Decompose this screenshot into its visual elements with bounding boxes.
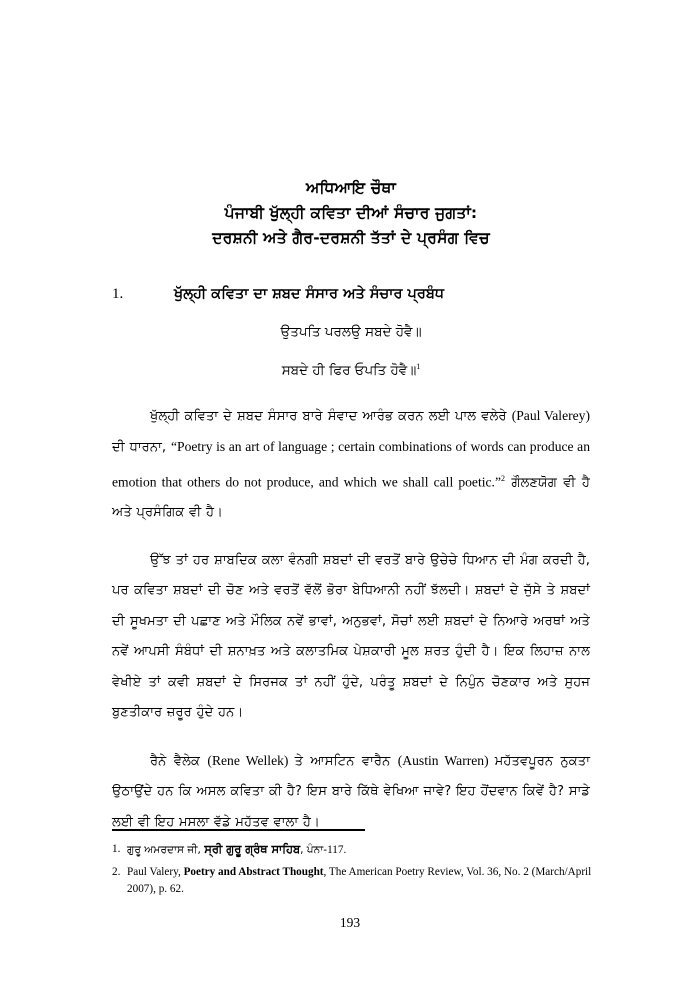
footnotes-block xyxy=(112,841,594,903)
page-number: 193 xyxy=(339,915,361,930)
section-heading-text: ਖੁੱਲ੍ਹੀ ਕਵਿਤਾ ਦਾ ਸ਼ਬਦ ਸੰਸਾਰ ਅਤੇ ਸੰਚਾਰ ਪ੍ਰਬੰਧ xyxy=(174,286,445,302)
footnote-item xyxy=(112,864,594,899)
footnote-marker: 2 xyxy=(500,473,505,483)
latin-text-run: (Austin Warren) xyxy=(397,752,495,768)
gurmukhi-text-run: ਰੈਨੇ ਵੈਲੇਕ xyxy=(150,753,208,769)
gurmukhi-text-run: ਗੌਲਣਯੋਗ ਵੀ ਹੈ ਅਤੇ ਪ੍ਰਸੰਗਿਕ ਵੀ ਹੈ। xyxy=(112,474,591,521)
gurmukhi-text-run: ਖੁੱਲ੍ਹੀ ਕਵਿਤਾ ਦੇ ਸ਼ਬਦ ਸੰਸਾਰ ਬਾਰੇ ਸੰਵਾਦ ਆਰੰਭ ਕਰਨ ਲਈ ਪਾਲ ਵਲੇਰੇ xyxy=(150,408,512,424)
chapter-title-line-2: ਪੰਜਾਬੀ ਖੁੱਲ੍ਹੀ ਕਵਿਤਾ ਦੀਆਂ ਸੰਚਾਰ ਜੁਗਤਾਂ: xyxy=(224,204,478,222)
footnote-number: 2. xyxy=(112,865,121,878)
verse-line-2 xyxy=(112,358,590,380)
latin-text-run: “Poetry is an art of language ; certain combinations of words can produce an emotion that others do not produce, and which we shall call poetic.” xyxy=(112,439,591,489)
chapter-title-line-3: ਦਰਸ਼ਨੀ ਅਤੇ ਗੈਰ-ਦਰਸ਼ਨੀ ਤੱਤਾਂ ਦੇ ਪ੍ਰਸੰਗ ਵਿਚ xyxy=(212,229,490,247)
gurmukhi-text-run: ਉੱਝ ਤਾਂ ਹਰ ਸ਼ਾਬਦਿਕ ਕਲਾ ਵੰਨਗੀ ਸ਼ਬਦਾਂ ਦੀ ਵਰਤੋਂ ਬਾਰੇ ਉਚੇਚੇ ਧਿਆਨ ਦੀ ਮੰਗ ਕਰਦੀ ਹੈ, ਪਰ ਕਵਿਤਾ ਸ਼ਬਦਾਂ ਦੀ ਚੋਣ ਅਤੇ ਵਰਤੋਂ ਵੱਲੋਂ ਭੋਰਾ ਬੇਧਿਆਨੀ ਨਹੀਂ ਝੱਲਦੀ। ਸ਼ਬਦਾਂ ਦੇ ਜੁੱਸੇ ਤੇ ਸ਼ਬਦਾਂ ਦੀ ਸੂਖਮਤਾ ਦੀ ਪਛਾਣ ਅਤੇ ਮੌਲਿਕ ਨਵੇਂ ਭਾਵਾਂ, ਅਨੁਭਵਾਂ, ਸੋਚਾਂ ਲਈ ਸ਼ਬਦਾਂ ਦੇ ਨਿਆਰੇ ਅਰਥਾਂ ਅਤੇ ਨਵੇਂ ਆਪਸੀ ਸੰਬੰਧਾਂ ਦੀ ਸ਼ਨਾਖ਼ਤ ਅਤੇ ਕਲਾਤਮਿਕ ਪੇਸ਼ਕਾਰੀ ਮੂਲ ਸ਼ਰਤ ਹੁੰਦੀ ਹੈ। ਇਕ ਲਿਹਾਜ਼ ਨਾਲ ਵੇਖੀਏ ਤਾਂ ਕਵੀ ਸ਼ਬਦਾਂ ਦੇ ਸਿਰਜਕ ਤਾਂ ਨਹੀਂ ਹੁੰਦੇ, ਪਰੰਤੂ ਸ਼ਬਦਾਂ ਦੇ ਨਿਪੁੰਨ ਚੋਣਕਾਰ ਅਤੇ ਸੁਹਜ ਬੁਣਤੀਕਾਰ ਜ਼ਰੂਰ ਹੁੰਦੇ ਹਨ। xyxy=(112,552,590,721)
footnote-item xyxy=(112,841,594,860)
verse-footnote-marker: 1 xyxy=(416,362,421,371)
verse-line-1: ਉਤਪਤਿ ਪਰਲਉ ਸਬਦੇ ਹੋਵੈ॥ xyxy=(280,324,422,340)
latin-text-run: (Rene Wellek) xyxy=(207,752,295,768)
section-heading xyxy=(112,284,590,304)
footnote-text xyxy=(127,841,594,860)
latin-text-run: , The American Poetry Review, Vol. 36, No. 2 (March/April 2007), p. 62. xyxy=(127,865,592,895)
footnote-separator-rule xyxy=(112,829,365,831)
footnote-number: 1. xyxy=(112,843,121,855)
paragraph xyxy=(112,546,590,729)
latin-text-run: (Paul Valerey) xyxy=(511,407,590,423)
chapter-title xyxy=(112,176,590,251)
section-number: 1. xyxy=(112,286,124,302)
footnote-text xyxy=(127,864,594,899)
paragraph xyxy=(112,401,590,529)
body-paragraphs xyxy=(112,401,590,839)
verse-line-2-text: ਸਬਦੇ ਹੀ ਫਿਰ ਓਪਤਿ ਹੋਵੈ॥ xyxy=(281,362,417,379)
paragraph xyxy=(112,746,590,839)
gurmukhi-text-run: , ਪੰਨਾ- xyxy=(300,844,328,856)
gurmukhi-text-run: ਮਹੱਤਵਪੂਰਨ ਨੁਕਤਾ ਉਠਾਉਂਦੇ ਹਨ ਕਿ ਅਸਲ ਕਵਿਤਾ ਕੀ ਹੈ? ਇਸ ਬਾਰੇ ਕਿੱਥੇ ਵੇਖਿਆ ਜਾਵੇ? ਇਹ ਹੋਂਦਵਾਨ ਕਿਵੇਂ ਹੈ? ਸਾਡੇ ਲਈ ਵੀ ਇਹ ਮਸਲਾ ਵੱਡੇ ਮਹੱਤਵ ਵਾਲਾ ਹੈ। xyxy=(112,753,590,830)
chapter-title-line-1: ਅਧਿਆਇ ਚੌਥਾ xyxy=(306,179,396,197)
latin-text-run: Paul Valery, xyxy=(127,865,184,878)
verse-block xyxy=(112,323,590,380)
gurmukhi-text-run: ਤੇ ਆਸਟਿਨ ਵਾਰੈਨ xyxy=(294,753,398,769)
latin-bold-run: Poetry and Abstract Thought xyxy=(183,865,324,878)
gurmukhi-text-run: ਦੀ ਧਾਰਨਾ, xyxy=(112,440,171,455)
gurmukhi-text-run: ਗੁਰੂ ਅਮਰਦਾਸ ਜੀ, xyxy=(127,844,205,856)
gurmukhi-bold-run: ਸ੍ਰੀ ਗੁਰੂ ਗ੍ਰੰਥ ਸਾਹਿਬ xyxy=(204,842,301,856)
latin-text-run: 117. xyxy=(327,844,347,856)
page-content xyxy=(112,0,590,838)
